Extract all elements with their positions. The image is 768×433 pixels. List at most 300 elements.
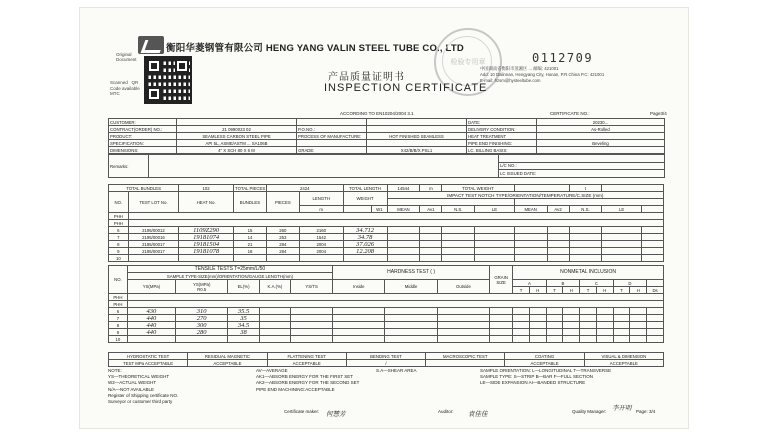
cell-bundles: 15 — [234, 227, 267, 234]
cell-tensile-value — [176, 336, 228, 343]
info-value — [177, 119, 297, 126]
total-pieces-label: TOTAL PIECES — [235, 185, 266, 191]
cell-tensile-value — [127, 336, 175, 343]
total-length: 14544 — [387, 185, 420, 192]
cell-lot: 2195/00017 — [128, 248, 178, 255]
info-row — [109, 133, 665, 140]
cell-tensile-value: 440 — [127, 315, 175, 322]
page-number: Page: 3/4 — [636, 409, 656, 414]
cell-empty — [563, 308, 580, 315]
total-bundles-label: TOTAL BUNDLES — [109, 185, 179, 192]
cell-empty — [490, 322, 513, 329]
cell-tensile-value: 35 — [228, 315, 259, 322]
row-blank: PHH — [109, 213, 129, 220]
cell-no: 10 — [109, 255, 129, 262]
cell-tensile-value: 35.5 — [228, 308, 259, 315]
col-length-unit: m — [299, 206, 343, 213]
hardness-col-header: Inside — [333, 280, 385, 294]
cell-empty — [613, 308, 630, 315]
original-document-label: Original Document — [116, 52, 137, 62]
remarks-value — [149, 155, 499, 178]
cell-length: 1542 — [299, 234, 343, 241]
info-value3 — [537, 133, 665, 140]
cell-empty — [513, 308, 530, 315]
cell-empty — [546, 308, 563, 315]
cell-impact — [569, 234, 602, 241]
col-heat: HEAT No. — [179, 192, 234, 213]
impact-sub-header: MEAN — [387, 206, 420, 213]
cell-impact — [641, 248, 663, 255]
cell-no: 10 — [109, 336, 128, 343]
cell-heat: 19181078 — [179, 248, 234, 255]
cell-impact — [641, 255, 663, 262]
cell-empty — [596, 308, 613, 315]
cell-impact — [442, 248, 475, 255]
tensile-col-header: YS(MPa) — [127, 280, 175, 294]
cell-impact — [569, 227, 602, 234]
cell-empty — [385, 322, 437, 329]
cell-impact — [569, 248, 602, 255]
table-row — [109, 308, 664, 315]
cell-impact — [547, 227, 569, 234]
impact-set-2 — [514, 199, 663, 206]
cell-impact — [475, 227, 514, 234]
remarks-table — [108, 154, 665, 178]
cell-empty — [490, 315, 513, 322]
row-blank — [128, 220, 663, 227]
auditor-signature: 袁佳佳 — [468, 411, 488, 418]
col-weight: WEIGHT — [343, 192, 387, 206]
cell-empty — [580, 329, 597, 336]
cell-impact — [420, 248, 442, 255]
cell-no: 7 — [109, 315, 128, 322]
other-test-result: ACCEPTABLE — [584, 360, 663, 367]
other-test-result — [426, 360, 505, 367]
note-line: S.A—SHEAR AREA — [376, 368, 417, 373]
cell-empty — [333, 322, 385, 329]
shipment-table — [108, 184, 664, 262]
cell-impact — [420, 255, 442, 262]
cell-empty — [580, 336, 597, 343]
company-name: 衡阳华菱钢管有限公司 HENG YANG VALIN STEEL TUBE CO., LTD — [166, 43, 464, 54]
info-value: 21 0990023 02 — [177, 126, 297, 133]
cell-empty — [647, 329, 664, 336]
hardness-col-header: Outside — [437, 280, 489, 294]
tensile-no: NO. — [109, 266, 128, 294]
other-test-header: MACROSCOPIC TEST — [426, 353, 505, 360]
cell-impact — [475, 255, 514, 262]
cell-empty — [580, 315, 597, 322]
cell-empty — [613, 329, 630, 336]
impact-sub-header: Av2 — [547, 206, 569, 213]
cell-empty — [385, 329, 437, 336]
cell-impact — [387, 248, 420, 255]
total-length-label: TOTAL LENGTH — [343, 185, 387, 192]
cell-empty — [647, 322, 664, 329]
total-weight-unit: t — [569, 185, 602, 192]
other-test-result: ACCEPTABLE — [188, 360, 267, 367]
cell-no: 8 — [109, 322, 128, 329]
cell-tensile-value: 310 — [176, 308, 228, 315]
cell-empty — [437, 329, 489, 336]
info-label3: DATE: — [467, 119, 537, 126]
cell-lot: 2195/00016 — [128, 234, 178, 241]
note-line: SAMPLE ORIENTATION: L—LONGITUDINAL T—TRANSVERSE — [480, 368, 612, 373]
inclusion-sub-header: T — [546, 287, 563, 294]
row-blank — [127, 301, 663, 308]
total-pieces: 2424 — [266, 185, 343, 192]
lc-blank — [499, 155, 665, 163]
cell-impact — [547, 234, 569, 241]
cell-impact — [602, 248, 641, 255]
info-label3: PIPE END FINISHING: — [467, 140, 537, 147]
info-label: CUSTOMER: — [109, 119, 177, 126]
tensile-col-header: EL(%) — [228, 280, 259, 294]
table-row — [109, 248, 664, 255]
impact-sub-header: N.S. — [442, 206, 475, 213]
inclusion-group: A — [513, 280, 547, 287]
inclusion-group: B — [546, 280, 580, 287]
cell-tensile-value: 38 — [228, 329, 259, 336]
cell-empty — [596, 322, 613, 329]
cell-empty — [259, 336, 290, 343]
row-blank — [127, 294, 663, 301]
info-label2 — [297, 119, 367, 126]
cell-empty — [385, 336, 437, 343]
cell-pieces: 284 — [266, 248, 299, 255]
cell-empty — [529, 315, 546, 322]
cell-impact — [602, 255, 641, 262]
blank-cell — [602, 185, 664, 192]
cell-empty — [647, 315, 664, 322]
cell-no: 9 — [109, 248, 129, 255]
cell-tensile-value — [228, 336, 259, 343]
maker-label: Certificate maker: — [284, 409, 320, 414]
cell-no: 9 — [109, 329, 128, 336]
cell-empty — [613, 336, 630, 343]
cell-empty — [596, 329, 613, 336]
cell-empty — [630, 329, 647, 336]
qr-code-icon[interactable] — [144, 56, 192, 104]
cell-impact — [641, 234, 663, 241]
cell-empty — [546, 336, 563, 343]
inclusion-sub-header: H — [630, 287, 647, 294]
title-english: INSPECTION CERTIFICATE — [324, 82, 488, 94]
cell-pieces: 284 — [266, 241, 299, 248]
table-row — [109, 329, 664, 336]
impact-sub-header: Av1 — [420, 206, 442, 213]
cell-no: 8 — [109, 241, 129, 248]
lc-issued-label: LC ISSUED DATE: — [499, 170, 665, 178]
info-label2: PROCESS OF MANUFACTURE: — [297, 133, 367, 140]
table-row — [109, 227, 664, 234]
cell-impact — [602, 241, 641, 248]
cell-pieces: 253 — [266, 234, 299, 241]
inclusion-title: NONMETAL INCLUSION — [513, 266, 664, 280]
cell-weight: 34.712 — [343, 227, 387, 234]
info-label: PRODUCT: — [109, 133, 177, 140]
inclusion-group-blank — [647, 280, 664, 287]
other-test-header: BENDING TEST — [346, 353, 425, 360]
quality-manager-label: Quality Manager: — [572, 409, 607, 414]
col-pieces: PIECES — [266, 192, 299, 213]
inclusion-sub-header: H — [596, 287, 613, 294]
cell-empty — [613, 322, 630, 329]
table-row — [109, 234, 664, 241]
note-line: AK2—ABSORB ENERGY FOR THE SECOND SET — [256, 380, 360, 386]
cell-heat — [179, 255, 234, 262]
qr-note: Scanned QR Code available MTC — [110, 80, 140, 96]
cell-length: 2160 — [299, 227, 343, 234]
cell-impact — [475, 248, 514, 255]
impact-set-1 — [387, 199, 514, 206]
info-row — [109, 119, 665, 126]
cell-empty — [385, 308, 437, 315]
cell-empty — [580, 322, 597, 329]
other-test-result: / — [346, 360, 425, 367]
total-weight-label: TOTAL WEIGHT — [442, 185, 514, 192]
tensile-col-header: K.A.(%) — [259, 280, 290, 294]
inclusion-sub-header: H — [563, 287, 580, 294]
cell-empty — [490, 336, 513, 343]
cell-empty — [259, 329, 290, 336]
info-value3: As-Rolled — [537, 126, 665, 133]
cell-pieces: 260 — [266, 227, 299, 234]
col-no: NO. — [109, 192, 129, 213]
mechanical-table — [108, 265, 664, 343]
total-bundles: 102 — [179, 185, 234, 192]
info-label3: LC. BILLING BASIS: — [467, 147, 537, 154]
cell-impact — [547, 255, 569, 262]
cell-heat: 1109Z290 — [179, 227, 234, 234]
info-label: DIMENSIONS: — [109, 147, 177, 154]
inclusion-sub-header: T — [580, 287, 597, 294]
cell-empty — [513, 315, 530, 322]
cell-empty — [513, 336, 530, 343]
info-value3: Beveling — [537, 140, 665, 147]
col-weight-unit: W1 — [372, 206, 387, 213]
cell-bundles: 21 — [234, 241, 267, 248]
cell-impact — [442, 234, 475, 241]
cell-impact — [442, 227, 475, 234]
cell-empty — [490, 308, 513, 315]
col-bundles: BUNDLES — [234, 192, 267, 213]
cell-empty — [630, 315, 647, 322]
cell-empty — [259, 315, 290, 322]
cell-impact — [514, 248, 547, 255]
note-line: NOTE: — [108, 368, 122, 373]
cell-empty — [513, 329, 530, 336]
cell-empty — [291, 336, 333, 343]
cell-empty — [437, 315, 489, 322]
cell-empty — [529, 308, 546, 315]
cell-empty — [437, 336, 489, 343]
cell-empty — [563, 322, 580, 329]
cell-bundles: 18 — [234, 248, 267, 255]
other-test-header: HYDROSTATIC TEST — [109, 353, 188, 360]
note-line: LE—SIDE EXPANSION AI—BANDED STRUCTURE — [480, 380, 586, 386]
col-weight-unit-blank — [343, 206, 372, 213]
info-row — [109, 140, 665, 147]
info-row — [109, 126, 665, 133]
note-line: Register of Shipping certificate NO. — [108, 392, 179, 398]
cell-empty — [333, 329, 385, 336]
cell-empty — [630, 322, 647, 329]
total-length-unit: m — [420, 185, 442, 192]
info-value3 — [537, 147, 665, 154]
cell-empty — [490, 329, 513, 336]
cell-weight: 34.78 — [343, 234, 387, 241]
note-line: YS—THEORETICAL WEIGHT — [108, 374, 170, 380]
inspection-certificate — [80, 8, 688, 428]
cell-no: 7 — [109, 234, 129, 241]
cell-length — [299, 255, 343, 262]
inclusion-sub-header: Ds — [647, 287, 664, 294]
info-value2 — [367, 126, 467, 133]
info-row — [109, 147, 665, 154]
certificate-serial: 0112709 — [532, 51, 594, 65]
cell-empty — [563, 315, 580, 322]
certificate-number-label: CERTIFICATE NO.: — [550, 111, 590, 116]
cell-empty — [529, 336, 546, 343]
note-line: SAMPLE TYPE: S—STRIP B—BAR F—FULL SECTION — [480, 374, 593, 380]
cell-empty — [291, 322, 333, 329]
tensile-title: TENSILE TESTS T=25mm/L/50 — [127, 266, 332, 273]
cell-empty — [630, 308, 647, 315]
info-value2 — [367, 140, 467, 147]
other-test-header: COATING — [505, 353, 584, 360]
cell-impact — [514, 241, 547, 248]
info-value3: 20230... — [537, 119, 665, 126]
cell-weight — [343, 255, 387, 262]
info-label2: GRADE: — [297, 147, 367, 154]
standard-reference: ACCORDING TO EN10204/2004 3.1 — [340, 111, 414, 116]
cell-impact — [641, 241, 663, 248]
cell-empty — [647, 336, 664, 343]
cell-heat: 19181074 — [179, 234, 234, 241]
row-blank: PHH — [109, 301, 128, 308]
col-impact: IMPACT TEST NOTCH TYPE/ORIENTATION/TEMPERATURE/C.SIZE (mm) — [387, 192, 663, 199]
other-test-header: FLATTENING TEST — [267, 353, 346, 360]
order-info-table — [108, 118, 665, 154]
company-address: 中国湖南省衡阳市蒸湘区 ... 邮编: 421001 Add: 10 Dalinnan, Hengyang City, Hunan, P.R.China P.C: 421001 E-mail: hzsm@hysteeltube.com — [480, 66, 605, 83]
hardness-title: HARDNESS TEST ( ) — [333, 266, 490, 280]
cell-empty — [630, 336, 647, 343]
total-weight — [514, 185, 569, 192]
cell-tensile-value: 430 — [127, 308, 175, 315]
cell-lot — [128, 255, 178, 262]
impact-sub-blank — [641, 206, 663, 213]
cell-impact — [514, 234, 547, 241]
info-label: SPECIFICATION: — [109, 140, 177, 147]
cell-impact — [387, 255, 420, 262]
cell-empty — [385, 315, 437, 322]
cell-empty — [546, 329, 563, 336]
cell-lot: 2195/00012 — [128, 227, 178, 234]
cell-empty — [333, 308, 385, 315]
cell-empty — [546, 315, 563, 322]
cell-bundles: 14 — [234, 234, 267, 241]
cell-tensile-value: 440 — [127, 329, 175, 336]
info-value: API 5L, ASME/ASTM ... SA106B — [177, 140, 297, 147]
row-blank: PHH — [109, 294, 128, 301]
table-row — [109, 315, 664, 322]
cell-impact — [569, 255, 602, 262]
note-line: AK1—ABSORB ENERGY FOR THE FIRST SET — [256, 374, 354, 380]
cell-impact — [387, 241, 420, 248]
info-value: SEAMLESS CARBON STEEL PIPE — [177, 133, 297, 140]
note-line — [376, 386, 436, 392]
note-line: PIPE END MACHINING:ACCEPTABLE — [256, 386, 335, 392]
table-row — [109, 322, 664, 329]
impact-sub-header: LE — [602, 206, 641, 213]
other-test-result: ACCEPTABLE — [505, 360, 584, 367]
cell-impact — [442, 255, 475, 262]
cell-impact — [547, 241, 569, 248]
cell-impact — [420, 227, 442, 234]
lc-number-label: L/C NO.: — [499, 162, 665, 170]
cell-empty — [291, 315, 333, 322]
cell-impact — [514, 227, 547, 234]
other-test-header: RESIDUAL MAGNETIC — [188, 353, 267, 360]
inclusion-group: C — [580, 280, 614, 287]
cell-empty — [333, 336, 385, 343]
title-chinese: 产品质量证明书 — [328, 72, 405, 83]
cell-empty — [647, 308, 664, 315]
auditor-label: Auditor: — [438, 409, 454, 414]
cell-heat: 19181504 — [179, 241, 234, 248]
info-value2: X42/B/B/X.PSL1 — [367, 147, 467, 154]
cell-impact — [387, 234, 420, 241]
cell-empty — [437, 322, 489, 329]
cell-length: 2004 — [299, 241, 343, 248]
hardness-col-header: Middle — [385, 280, 437, 294]
info-label2: P.O.NO.: — [297, 126, 367, 133]
cell-empty — [580, 308, 597, 315]
remarks-label: Remarks: — [109, 155, 149, 178]
table-row — [109, 255, 664, 262]
note-line: AV—AVERAGE — [256, 368, 288, 373]
cell-length: 2004 — [299, 248, 343, 255]
impact-sub-header: N.S. — [569, 206, 602, 213]
tensile-col-header: YS/TS — [291, 280, 333, 294]
cell-impact — [547, 248, 569, 255]
cell-empty — [546, 322, 563, 329]
cell-impact — [569, 241, 602, 248]
cell-weight: 12.208 — [343, 248, 387, 255]
cell-empty — [291, 308, 333, 315]
row-blank — [128, 213, 663, 220]
note-line: W2—ACTUAL WEIGHT — [108, 380, 157, 386]
info-label3: HEAT TREATMENT — [467, 133, 537, 140]
other-test-result: ACCEPTABLE — [267, 360, 346, 367]
info-label2 — [297, 140, 367, 147]
cell-impact — [475, 234, 514, 241]
cell-impact — [514, 255, 547, 262]
note-line — [480, 387, 670, 393]
cell-lot: 2195/00017 — [128, 241, 178, 248]
grain-size: GRAIN SIZE — [490, 266, 513, 294]
cell-tensile-value: 300 — [176, 322, 228, 329]
cell-empty — [259, 322, 290, 329]
note-line: N/A—NOT AVAILABLE — [108, 386, 155, 392]
tensile-sample: SAMPLE TYPE-SIZE(mm)/ORIENTATION/GAUGE LENGTH(mm) — [127, 273, 332, 280]
cell-impact — [475, 241, 514, 248]
cell-empty — [529, 322, 546, 329]
info-label: CONTRACT(ORDER) NO.: — [109, 126, 177, 133]
table-row — [109, 336, 664, 343]
cell-empty — [613, 315, 630, 322]
